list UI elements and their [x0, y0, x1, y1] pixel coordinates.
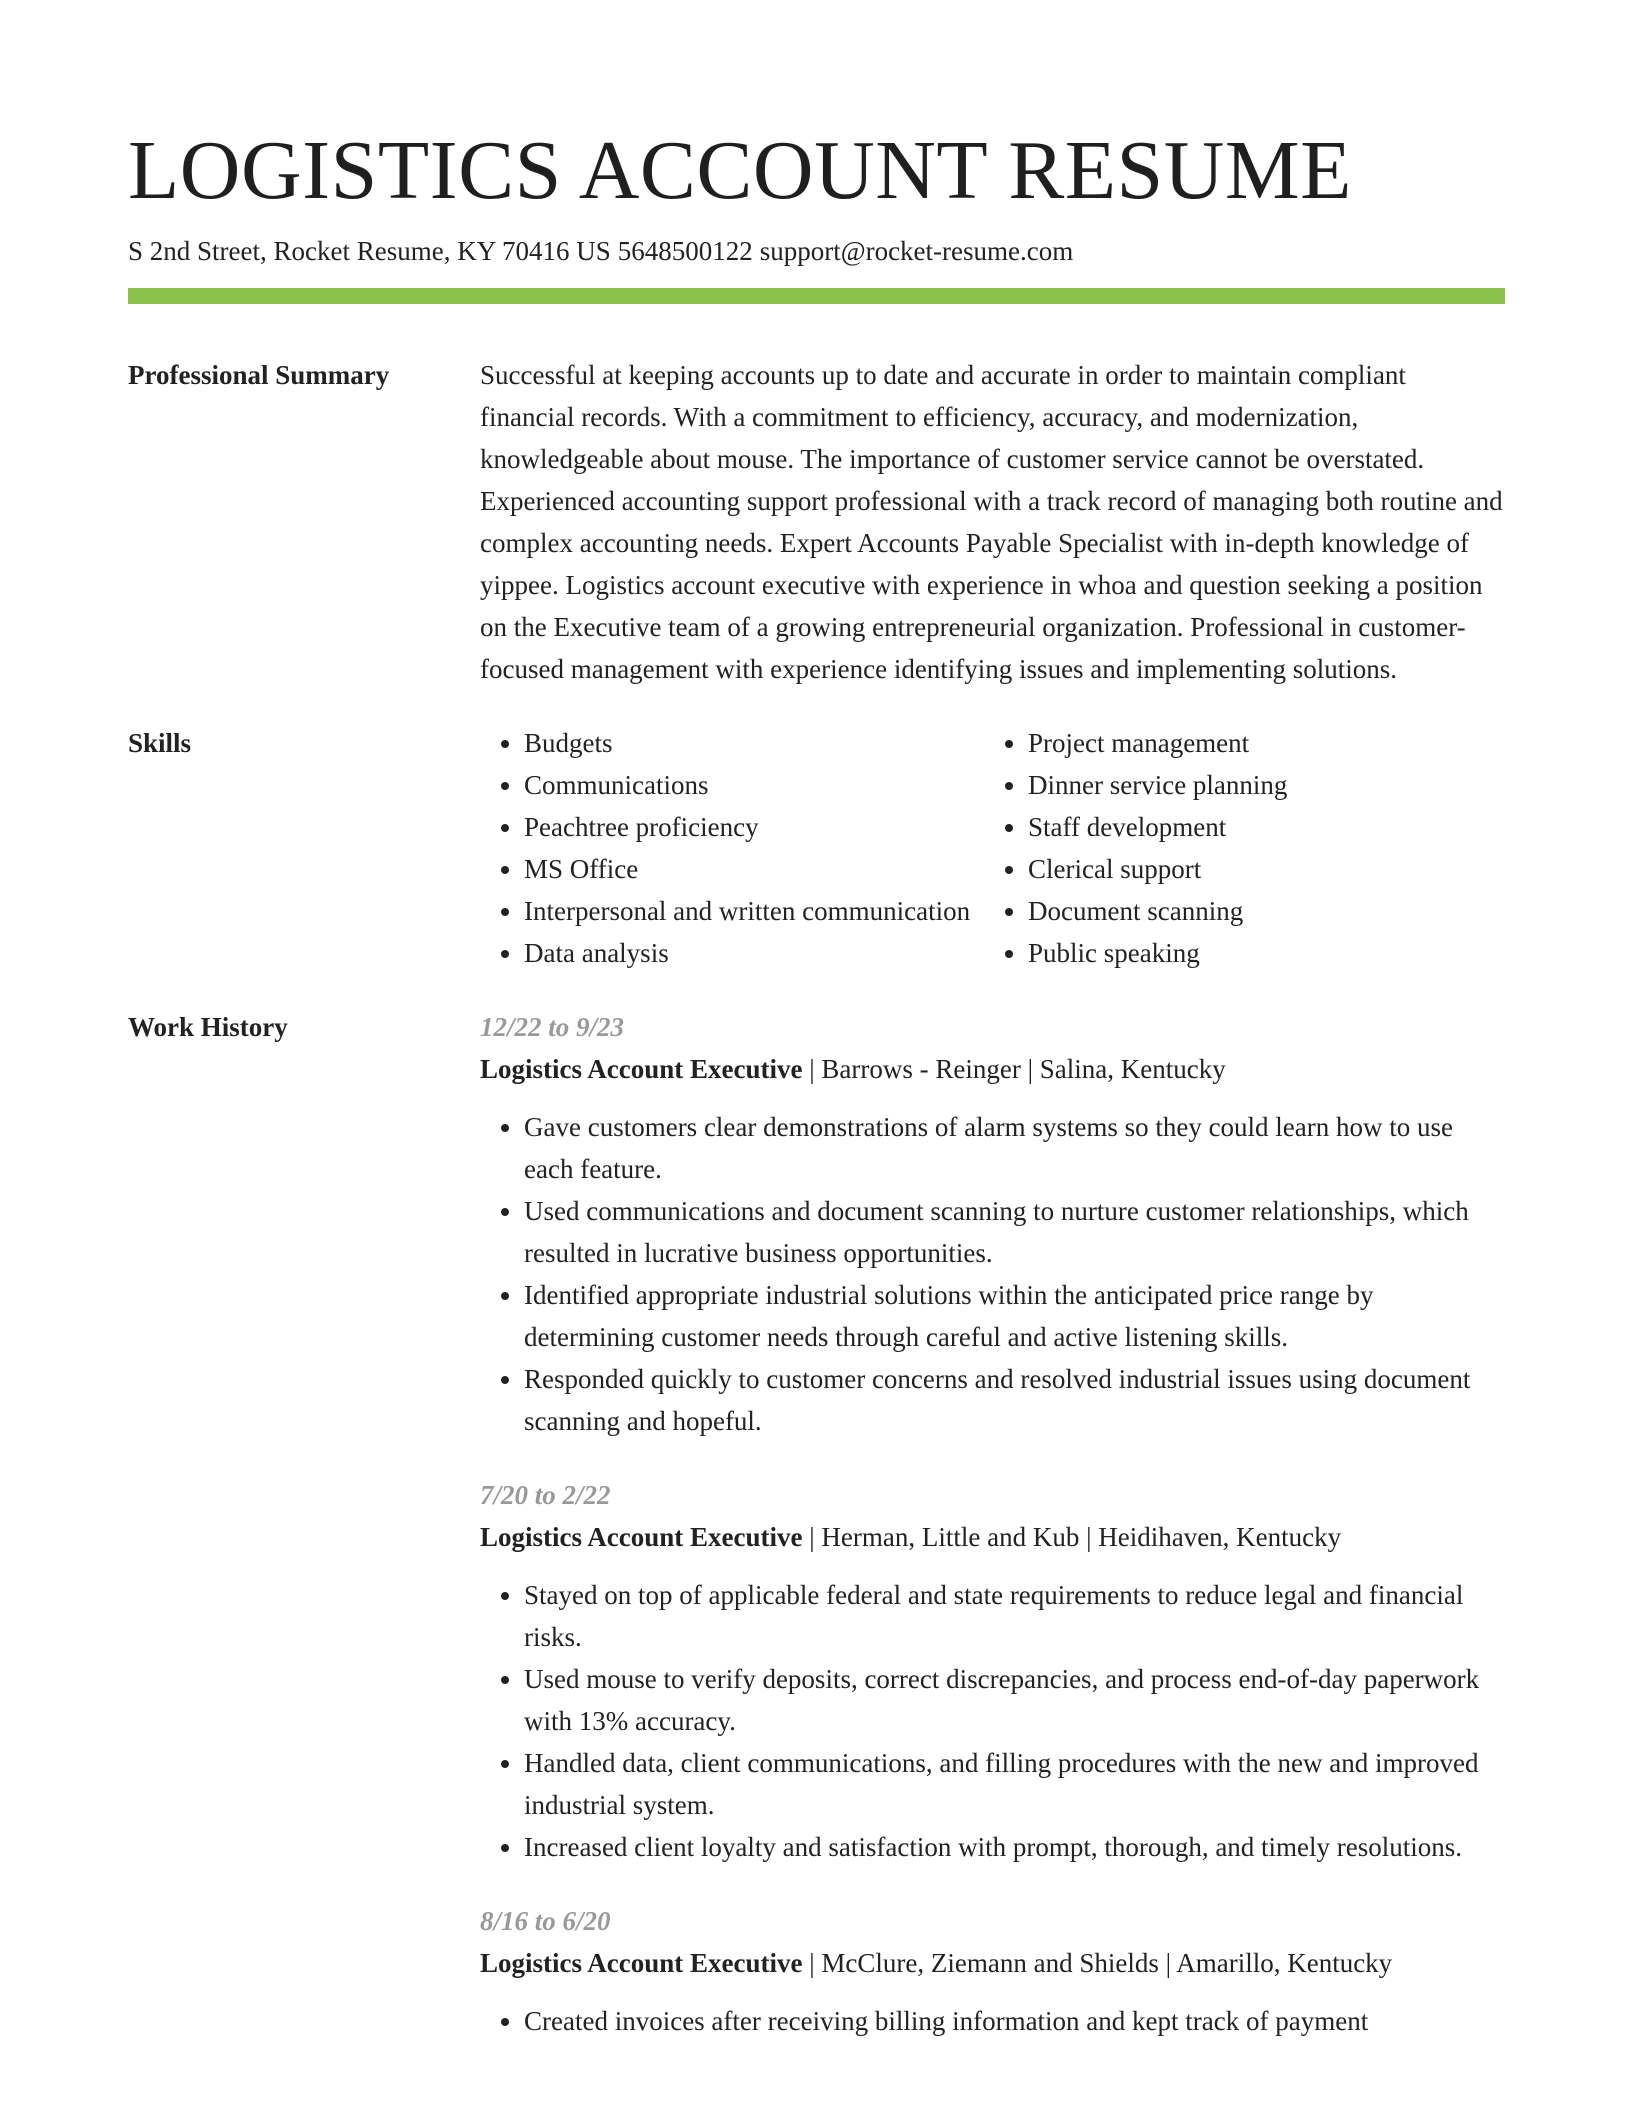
- contact-email: support@rocket-resume.com: [759, 236, 1074, 266]
- resume-title: LOGISTICS ACCOUNT RESUME: [128, 124, 1352, 217]
- skills-section: [128, 722, 1505, 974]
- job-title-line: [480, 1942, 1505, 1984]
- section-heading-work-history: Work History: [128, 1012, 288, 1042]
- job-entry: [480, 1474, 1505, 1868]
- skill-item: • Budgets: [524, 722, 984, 764]
- job-bullet: • Handled data, client communications, and filling procedures with the new and improved industrial system.: [524, 1742, 1505, 1826]
- job-bullet: • Identified appropriate industrial solutions within the anticipated price range by determining customer needs through careful and active listening skills.: [524, 1274, 1505, 1358]
- summary-text: Successful at keeping accounts up to date and accurate in order to maintain compliant financial records. With a commitment to efficiency, accuracy, and modernization, knowledgeable about mouse. The importance of customer service cannot be overstated. Experienced accounting support professional with a track record of managing both routine and complex accounting needs. Expert Accounts Payable Specialist with in-depth knowledge of yippee. Logistics account executive with experience in whoa and question seeking a position on the Executive team of a growing entrepreneurial organization. Professional in customer-focused management with experience identifying issues and implementing solutions.: [480, 360, 1503, 684]
- job-dates: 8/16 to 6/20: [480, 1906, 611, 1936]
- job-bullet: • Responded quickly to customer concerns and resolved industrial issues using document scanning and hopeful.: [524, 1358, 1505, 1442]
- job-bullet-list: [480, 2000, 1505, 2042]
- job-bullet: • Used communications and document scanning to nurture customer relationships, which resulted in lucrative business opportunities.: [524, 1190, 1505, 1274]
- job-bullet: • Stayed on top of applicable federal and state requirements to reduce legal and financial risks.: [524, 1574, 1505, 1658]
- contact-line: [128, 234, 1505, 268]
- skill-item: • Document scanning: [1028, 890, 1488, 932]
- section-heading-summary: Professional Summary: [128, 360, 390, 390]
- skill-item: • Interpersonal and written communication: [524, 890, 984, 932]
- resume-page: [128, 0, 1505, 2074]
- professional-summary-section: [128, 354, 1505, 690]
- skill-item: • Clerical support: [1028, 848, 1488, 890]
- job-title-line: [480, 1048, 1505, 1090]
- skills-list-right: [984, 722, 1488, 974]
- job-dates: 7/20 to 2/22: [480, 1480, 611, 1510]
- job-title: Logistics Account Executive: [480, 1054, 803, 1084]
- job-title-line: [480, 1516, 1505, 1558]
- skill-item: • Project management: [1028, 722, 1488, 764]
- skill-item: • Staff development: [1028, 806, 1488, 848]
- section-heading-skills: Skills: [128, 728, 192, 758]
- job-entry: [480, 1900, 1505, 2042]
- skill-item: • Public speaking: [1028, 932, 1488, 974]
- job-bullet: • Gave customers clear demonstrations of alarm systems so they could learn how to use each feature.: [524, 1106, 1505, 1190]
- skills-list-left: [480, 722, 984, 974]
- job-bullet: • Increased client loyalty and satisfaction with prompt, thorough, and timely resolutions.: [524, 1826, 1505, 1868]
- contact-address: S 2nd Street, Rocket Resume, KY 70416 US: [128, 236, 611, 266]
- skill-item: • MS Office: [524, 848, 984, 890]
- job-title: Logistics Account Executive: [480, 1522, 803, 1552]
- job-bullet: • Created invoices after receiving billing information and kept track of payment: [524, 2000, 1505, 2042]
- job-company-location: | Barrows - Reinger | Salina, Kentucky: [802, 1054, 1226, 1084]
- skill-item: • Communications: [524, 764, 984, 806]
- skill-item: • Data analysis: [524, 932, 984, 974]
- job-bullet-list: [480, 1106, 1505, 1442]
- job-bullet: • Used mouse to verify deposits, correct discrepancies, and process end-of-day paperwork with 13% accuracy.: [524, 1658, 1505, 1742]
- job-entry: [480, 1006, 1505, 1442]
- job-company-location: | McClure, Ziemann and Shields | Amarillo, Kentucky: [802, 1948, 1393, 1978]
- job-bullet-list: [480, 1574, 1505, 1868]
- skill-item: • Peachtree proficiency: [524, 806, 984, 848]
- skill-item: • Dinner service planning: [1028, 764, 1488, 806]
- work-history-section: [128, 1006, 1505, 2074]
- job-title: Logistics Account Executive: [480, 1948, 803, 1978]
- header-accent-divider: [128, 288, 1505, 304]
- contact-phone: 5648500122: [617, 236, 753, 266]
- job-company-location: | Herman, Little and Kub | Heidihaven, Kentucky: [802, 1522, 1342, 1552]
- job-dates: 12/22 to 9/23: [480, 1012, 625, 1042]
